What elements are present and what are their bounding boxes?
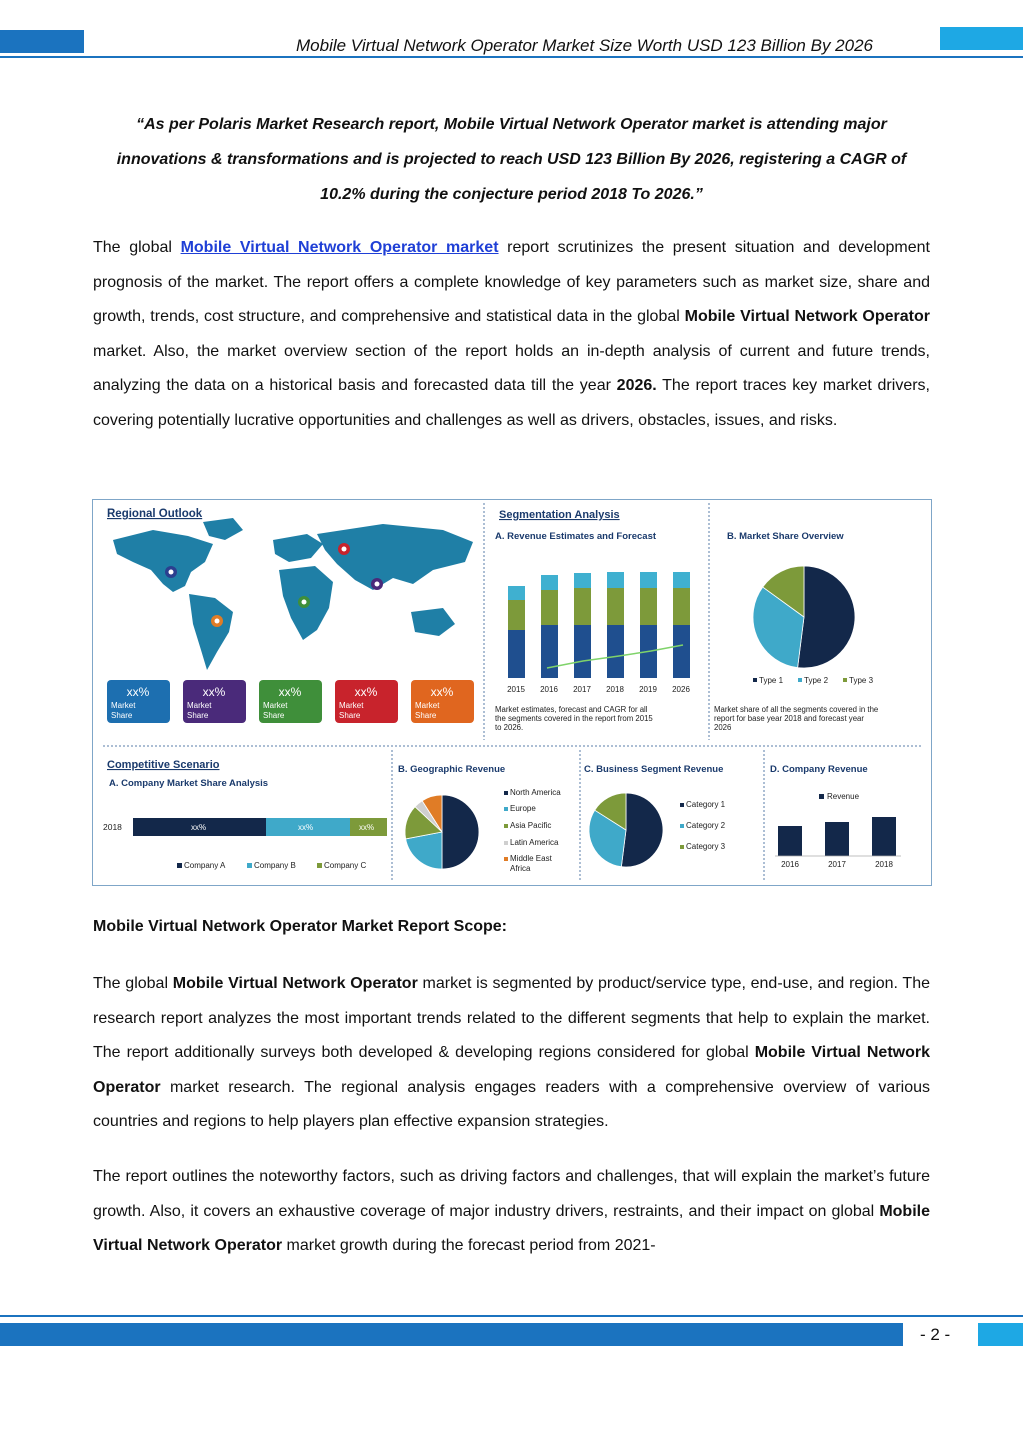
company-share-year: 2018 [103,822,122,832]
footer-rule [0,1315,1023,1317]
revenue-year-label: 2016 [540,685,558,694]
geo-legend-label: Europe [510,804,536,813]
region-tile-label: Market [111,701,136,710]
geo-revenue-slice [442,795,479,869]
company-legend-label: Company B [254,861,296,870]
region-tile-value: xx% [354,685,378,699]
geo-legend-swatch [504,857,508,861]
geo-legend-swatch [504,824,508,828]
share-note: Market share of all the segments covered in the report for base year 2018 and forecast year 2026 [714,705,879,732]
geo-revenue-title: B. Geographic Revenue [398,764,506,775]
share-legend-swatch [753,678,757,682]
revenue-bar-segment [541,590,558,625]
share-legend-swatch [798,678,802,682]
revenue-bar-segment [508,586,525,600]
scope-heading: Mobile Virtual Network Operator Market Report Scope: [93,918,508,935]
revenue-year-label: 2026 [672,685,690,694]
business-legend-swatch [680,824,684,828]
company-legend-swatch [317,863,322,868]
highlight-quote: “As per Polaris Market Research report, Mobile Virtual Network Operator market is attending major innovations & transformations and is projected to reach USD 123 Billion By 2026, registering a CAGR of 10.2% during the conjecture period 2018 To 2026.” [116,116,907,203]
revenue-bar-segment [673,588,690,625]
geo-legend-label: Middle East [510,854,552,863]
geo-legend-label: North America [510,788,561,797]
footer-accent-bar [0,1323,903,1346]
revenue-bar-segment [673,625,690,678]
region-tile-label: Share [263,711,285,720]
company-revenue-title: D. Company Revenue [770,764,868,775]
revenue-bar-segment [574,573,591,588]
revenue-bar-segment [508,630,525,678]
revenue-forecast-title: A. Revenue Estimates and Forecast [495,531,657,542]
footer-accent-right [978,1323,1023,1346]
geo-legend-swatch [504,841,508,845]
revenue-year-label: 2019 [639,685,657,694]
scope-paragraph: The global Mobile Virtual Network Operator market is segmented by product/service type, end-use, and region. The research report analyzes the most important trends related to the different segments that help to explain the market. The report additionally surveys both developed & developing regions considered for global Mobile Virtual Network Operator market research. The regional analysis engages readers with a comprehensive overview of various countries and regions to help players plan effective expansion strategies. [93,975,931,1130]
page-header-title: Mobile Virtual Network Operator Market Size Worth USD 123 Billion By 2026 [296,36,873,55]
revenue-bar-segment [673,572,690,588]
page-number: - 2 - [920,1325,951,1344]
share-legend-label: Type 2 [804,676,829,685]
business-revenue-title: C. Business Segment Revenue [584,764,724,775]
company-share-title: A. Company Market Share Analysis [109,778,269,789]
revenue-year-label: 2017 [573,685,591,694]
revenue-bar-segment [640,572,657,588]
geo-legend-swatch [504,791,508,795]
regional-outlook-title: Regional Outlook [107,508,203,520]
segmentation-title: Segmentation Analysis [499,509,620,521]
market-infographic [92,499,932,886]
company-legend-label: Company A [184,861,226,870]
region-tile-label: Market [187,701,212,710]
header-accent-left [0,30,84,53]
business-revenue-slice [621,793,663,867]
business-legend-label: Category 2 [686,821,726,830]
business-legend-swatch [680,845,684,849]
outlook-paragraph: The report outlines the noteworthy factors, such as driving factors and challenges, that will explain the market’s future growth. Also, it covers an exhaustive coverage of major industry drivers, restraints, and their impact on global Mobile Virtual Network Operator market growth during the forecast period from 2021- [93,1168,930,1254]
company-revenue-year: 2017 [828,860,846,869]
company-c-share: xx% [359,823,375,832]
company-revenue-legend: Revenue [827,792,860,801]
share-legend-label: Type 1 [759,676,784,685]
revenue-bar-segment [607,588,624,625]
revenue-year-label: 2015 [507,685,525,694]
revenue-bar-segment [541,575,558,590]
revenue-bar-segment [508,600,525,630]
company-revenue-year: 2016 [781,860,799,869]
company-b-share: xx% [298,823,314,832]
intro-paragraph: The global Mobile Virtual Network Operator market report scrutinizes the present situation and development prognosis of the market. The report offers a complete knowledge of key parameters such as market size, share and growth, trends, cost structure, and comprehensive and statistical data in the global Mobile Virtual Network Operator market. Also, the market overview section of the report holds an in-depth analysis of current and future trends, analyzing the data on a historical basis and forecasted data till the year 2026. The report traces key market drivers, covering potentially lucrative opportunities and challenges as well as drivers, obstacles, issues, and risks. [93,239,930,429]
company-revenue-bar [825,822,849,856]
business-legend-swatch [680,803,684,807]
competitive-title: Competitive Scenario [107,759,220,771]
revenue-year-label: 2018 [606,685,624,694]
company-revenue-bar [872,817,896,856]
company-a-share: xx% [191,823,207,832]
revenue-bar-segment [607,625,624,678]
region-tile-label: Market [339,701,364,710]
revenue-bar-segment [541,625,558,678]
company-revenue-year: 2018 [875,860,893,869]
geo-legend-label: Africa [510,864,531,873]
company-legend-label: Company C [324,861,367,870]
company-legend-swatch [177,863,182,868]
world-map [113,518,473,670]
revenue-bar-segment [574,588,591,625]
share-legend-swatch [843,678,847,682]
market-report-link[interactable]: Mobile Virtual Network Operator market [180,239,499,256]
region-tile-label: Share [187,711,209,720]
region-tile-label: Share [111,711,133,720]
business-legend-label: Category 1 [686,800,726,809]
market-share-slice [798,566,855,668]
business-legend-label: Category 3 [686,842,726,851]
revenue-bar-segment [640,588,657,625]
region-tile-label: Share [415,711,437,720]
geo-legend-label: Asia Pacific [510,821,552,830]
geo-legend-swatch [504,807,508,811]
revenue-bar-segment [574,625,591,678]
company-legend-swatch [247,863,252,868]
region-tile-value: xx% [430,685,454,699]
company-revenue-bar [778,826,802,856]
region-tile-label: Market [415,701,440,710]
revenue-note: Market estimates, forecast and CAGR for all the segments covered in the report from 2015 to 2026. [495,705,653,732]
region-tile-label: Market [263,701,288,710]
market-share-title: B. Market Share Overview [727,531,844,542]
share-legend-label: Type 3 [849,676,874,685]
header-rule [0,56,1023,58]
revenue-bar-segment [607,572,624,588]
header-accent-right [940,27,1023,50]
region-tile-label: Share [339,711,361,720]
region-tile-value: xx% [126,685,150,699]
region-tile-value: xx% [202,685,226,699]
geo-legend-label: Latin America [510,838,559,847]
region-tile-value: xx% [278,685,302,699]
